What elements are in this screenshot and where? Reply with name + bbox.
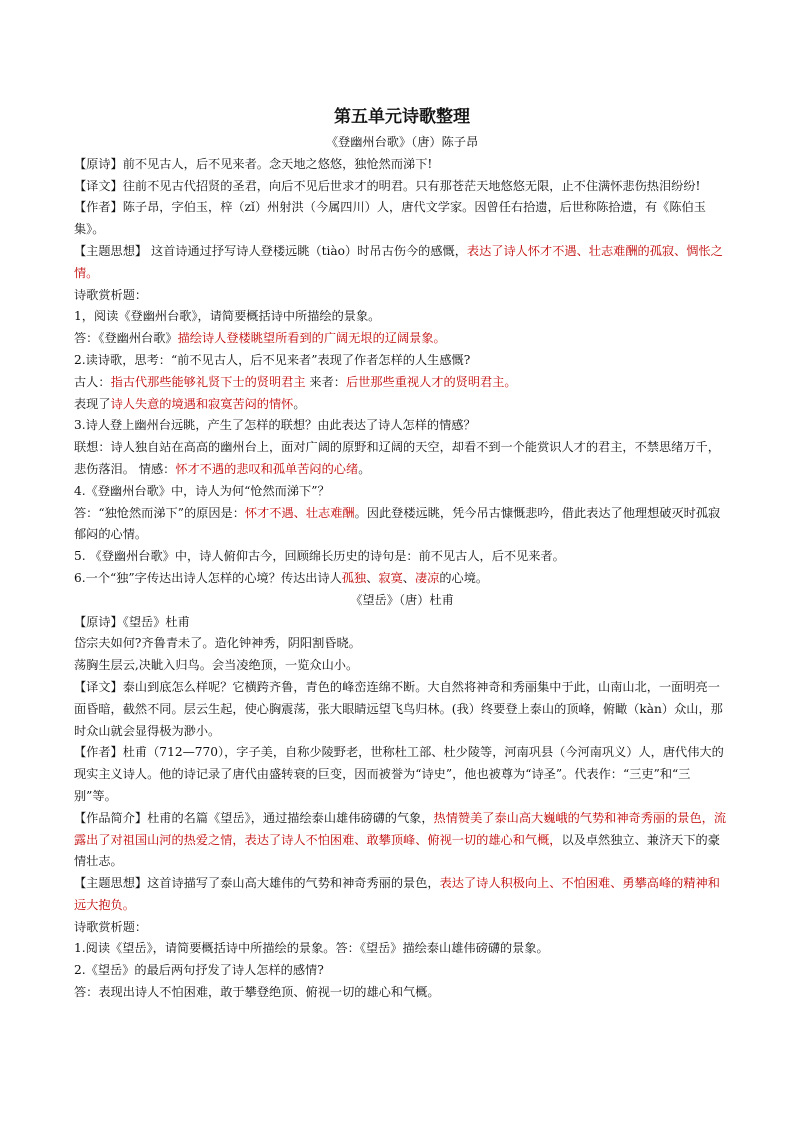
poem1-heading: 《登幽州台歌》（唐）陈子昂 [325,135,479,149]
poem1-theme [74,241,730,285]
poem2-heading: 《望岳》（唐）杜甫 [350,592,454,607]
answer-highlight: 怀才不遇的悲叹和孤单苦闷的心绪 [175,461,359,476]
poem2-translation [74,677,730,742]
poem1-original [74,154,730,176]
works-label: 【作品简介】 [74,810,148,825]
answer-highlight: 孤独 [341,570,367,585]
theme-text: 这首诗通过抒写诗人登楼远眺（tiào）时吊古伤今的感慨， [147,243,467,258]
poem2-author [74,742,730,807]
answer-highlight: 诗人失意的境遇和寂寞苦闷的情怀 [110,396,294,411]
poem1-a1 [74,328,730,350]
author-label: 【作者】 [74,745,123,760]
answer-highlight: 寂寞 [378,570,403,585]
separator: 、 [402,570,415,585]
translation-text: 往前不见古代招贤的圣君，向后不见后世求才的明君。只有那苍茫天地悠悠无限，止不住满怀悲伤热泪纷纷! [122,178,701,193]
translation-label: 【译文】 [74,679,123,694]
poem2-works [74,808,730,873]
poem2-a2: 答：表现出诗人不怕困难，敢于攀登绝顶、俯视一切的雄心和气概。 [74,985,440,1000]
answer-suffix: 。因此登楼远眺，凭今吊古慷慨悲吟，借此表达了他理想破灭时孤寂郁闷的心情。 [74,505,721,542]
answer-prefix: 答：《登幽州台歌》 [74,331,178,346]
answer-highlight: 怀才不遇、壮志难酬 [244,505,355,520]
poem1-q2: 2.读诗歌，思考：“前不见古人，后不见来者”表现了作者怎样的人生感慨? [74,352,471,367]
question-prefix: 6.一个“独”字传达出诗人怎样的心境？传达出诗人 [74,570,342,585]
answer-prefix: 表现了 [74,396,111,411]
poem1-q6 [74,568,730,590]
poem1-q4: 4.《登幽州台歌》中，诗人为何“怆然而涕下”？ [74,483,330,498]
original-label: 【原诗】 [74,614,123,629]
poem2-line2: 荡胸生层云,决眦入归鸟。会当凌绝顶，一览众山小。 [74,658,359,673]
answer-suffix: 。 [358,461,371,476]
answer-highlight: 指古代那些能够礼贤下士的贤明君主 [110,374,306,389]
poem2-analysis-heading: 诗歌赏析题： [74,919,148,934]
original-text: 前不见古人，后不见来者。念天地之悠悠，独怆然而涕下! [122,156,433,171]
theme-highlight: 表达了诗人积极向上、不怕困难、勇攀高峰的精神和远大抱负。 [74,876,720,912]
poem2-original [74,612,730,634]
translation-label: 【译文】 [74,178,123,193]
original-title: 《望岳》杜甫 [122,614,190,629]
translation-text: 泰山到底怎么样呢？它横跨齐鲁，青色的峰峦连绵不断。大自然将神奇和秀丽集中于此，山南山北，一面明亮一面昏暗，截然不同。层云生起，使心胸震荡，张大眼睛远望飞鸟归林。(我）终要登上泰山的顶峰，俯瞰（kàn）众山，那时众山就会显得极为渺小。 [74,679,723,738]
works-text: 以及卓然独立、兼济天下的豪情壮志。 [74,832,720,869]
answer-suffix: 。 [293,396,306,411]
answer-mid: 来者： [305,374,346,389]
poem1-a2-line2 [74,394,730,416]
poem1-q3: 3.诗人登上幽州台远眺，产生了怎样的联想？由此表达了诗人怎样的情感？ [74,418,476,433]
theme-text: 这首诗描写了泰山高大雄伟的气势和神奇秀丽的景色， [147,876,440,891]
works-highlight: 热情赞美了泰山高大巍峨的气势和神奇秀丽的景色，流露出了对祖国山河的热爱之情， [74,810,727,847]
poem1-a2-line1 [74,372,730,394]
author-label: 【作者】 [74,200,123,215]
poem2-line1: 岱宗夫如何?齐鲁青未了。造化钟神秀，阴阳割昏晓。 [74,636,361,651]
theme-label: 【主题思想】 [74,243,148,258]
poem2-theme [74,873,730,917]
answer-prefix: 答：“独怆然而涕下”的原因是： [74,505,245,520]
poem1-author [74,197,730,241]
works-highlight: 表达了诗人不怕困难、敢攀顶峰、俯视一切的雄心和气概， [244,832,562,847]
poem1-q5: 5. 《登幽州台歌》中，诗人俯仰古今，回顾绵长历史的诗句是：前不见古人，后不见来者。 [74,549,565,564]
author-text: 陈子昂，字伯玉，梓（zǐ）州射洪（今属四川）人，唐代文学家。因曾任右拾遗，后世称陈拾遗，有《陈伯玉集》。 [74,200,706,237]
theme-label: 【主题思想】 [74,876,148,891]
theme-highlight: 表达了诗人怀才不遇、壮志难酬的孤寂、惆怅之情。 [74,243,723,280]
works-text: 杜甫的名篇《望岳》，通过描绘泰山雄伟磅礴的气象， [147,810,434,825]
page-title: 第五单元诗歌整理 [334,107,470,127]
poem1-analysis-heading: 诗歌赏析题： [74,287,148,302]
answer-text: 联想：诗人独自站在高高的幽州台上，面对广阔的原野和辽阔的天空，却看不到一个能赏识人才的君主，不禁思绪万千，悲伤落泪。 情感： [74,440,720,476]
answer-prefix: 古人： [74,374,111,389]
original-label: 【原诗】 [74,156,123,171]
poem1-a4 [74,503,730,547]
answer-highlight: 后世那些重视人才的贤明君主。 [346,374,517,389]
separator: 、 [366,570,379,585]
author-text: 杜甫（712—770），字子美，自称少陵野老，世称杜工部、杜少陵等，河南巩县（今河南巩义）人，唐代伟大的现实主义诗人。他的诗记录了唐代由盛转衰的巨变，因而被誉为“诗史”，他也被尊为“诗圣”。代表作：“三吏”和“三别”等。 [74,745,724,803]
poem2-q2: 2.《望岳》的最后两句抒发了诗人怎样的感情? [74,963,324,978]
answer-highlight: 凄凉 [414,570,440,585]
poem1-translation [74,176,730,198]
poem1-q1: 1，阅读《登幽州台歌》，请简要概括诗中所描绘的景象。 [74,309,381,324]
poem2-q1: 1.阅读《望岳》，请简要概括诗中所描绘的景象。答：《望岳》描绘泰山雄伟磅礴的景象。 [74,941,549,956]
poem1-a3 [74,437,730,481]
answer-highlight: 描绘诗人登楼眺望所看到的广阔无垠的辽阔景象。 [177,331,446,346]
question-suffix: 的心境。 [439,570,489,585]
